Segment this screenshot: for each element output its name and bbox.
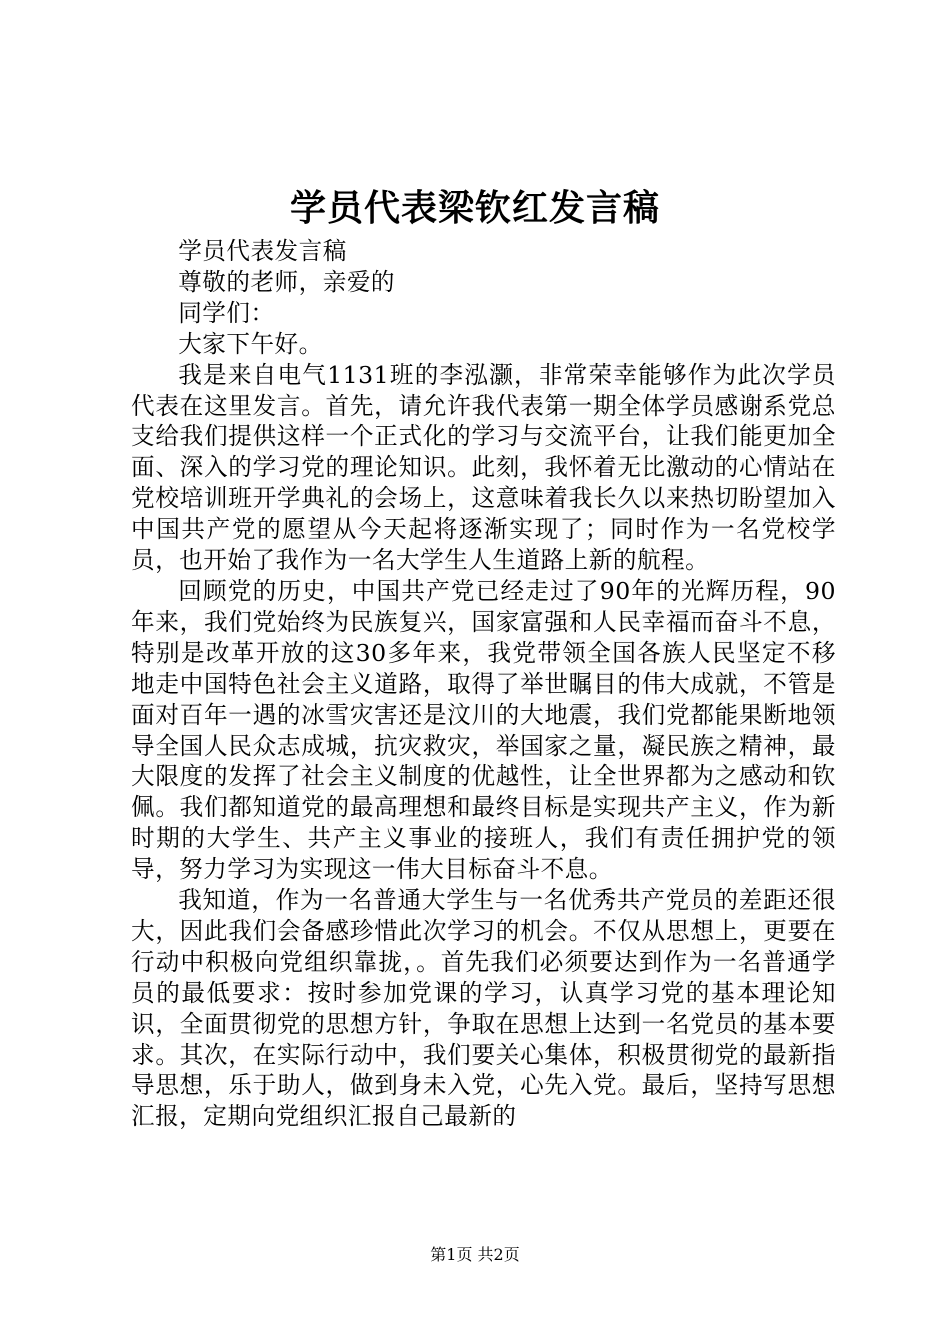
document-body: [131, 236, 836, 1132]
paragraph-salutation: 尊敬的老师，亲爱的: [178, 267, 396, 296]
paragraph-intro: 我是来自电气1131班的李泓灏，非常荣幸能够作为此次学员代表在这里发言。首先，请允许我代表第一期全体学员感谢系党总支给我们提供这样一个正式化的学习与交流平台，让我们能更加全面、深入的学习党的理论知识。此刻，我怀着无比激动的心情站在党校培训班开学典礼的会场上，这意味着我长久以来热切盼望加入中国共产党的愿望从今天起将逐渐实现了；同时作为一名党校学员，也开始了我作为一名大学生人生道路上新的航程。: [131, 360, 836, 575]
paragraph-salutation-cont: 同学们：: [178, 298, 275, 327]
page-number-footer: 第1页 共2页: [430, 1245, 520, 1264]
paragraph-history: 回顾党的历史，中国共产党已经走过了90年的光辉历程，90年来，我们党始终为民族复兴，国家富强和人民幸福而奋斗不息，特别是改革开放的这30多年来，我党带领全国各族人民坚定不移地走中国特色社会主义道路，取得了举世瞩目的伟大成就，不管是面对百年一遇的冰雪灾害还是汶川的大地震，我们党都能果断地领导全国人民众志成城，抗灾救灾，举国家之量，凝民族之精神，最大限度的发挥了社会主义制度的优越性，让全世界都为之感动和钦佩。我们都知道党的最高理想和最终目标是实现共产主义，作为新时期的大学生、共产主义事业的接班人，我们有责任拥护党的领导，努力学习为实现这一伟大目标奋斗不息。: [131, 576, 836, 884]
document-title: 学员代表梁钦红发言稿: [289, 187, 660, 229]
paragraph-heading: 学员代表发言稿: [178, 237, 347, 265]
paragraph-commitment: 我知道，作为一名普通大学生与一名优秀共产党员的差距还很大，因此我们会备感珍惜此次学习的机会。不仅从思想上，更要在行动中积极向党组织靠拢，。首先我们必须要达到作为一名普通学员的最低要求：按时参加党课的学习，认真学习党的基本理论知识，全面贯彻党的思想方针，争取在思想上达到一名党员的基本要求。其次，在实际行动中，我们要关心集体，积极贯彻党的最新指导思想，乐于助人，做到身未入党，心先入党。最后，坚持写思想汇报，定期向党组织汇报自己最新的: [131, 886, 836, 1131]
paragraph-greeting: 大家下午好。: [178, 329, 323, 358]
